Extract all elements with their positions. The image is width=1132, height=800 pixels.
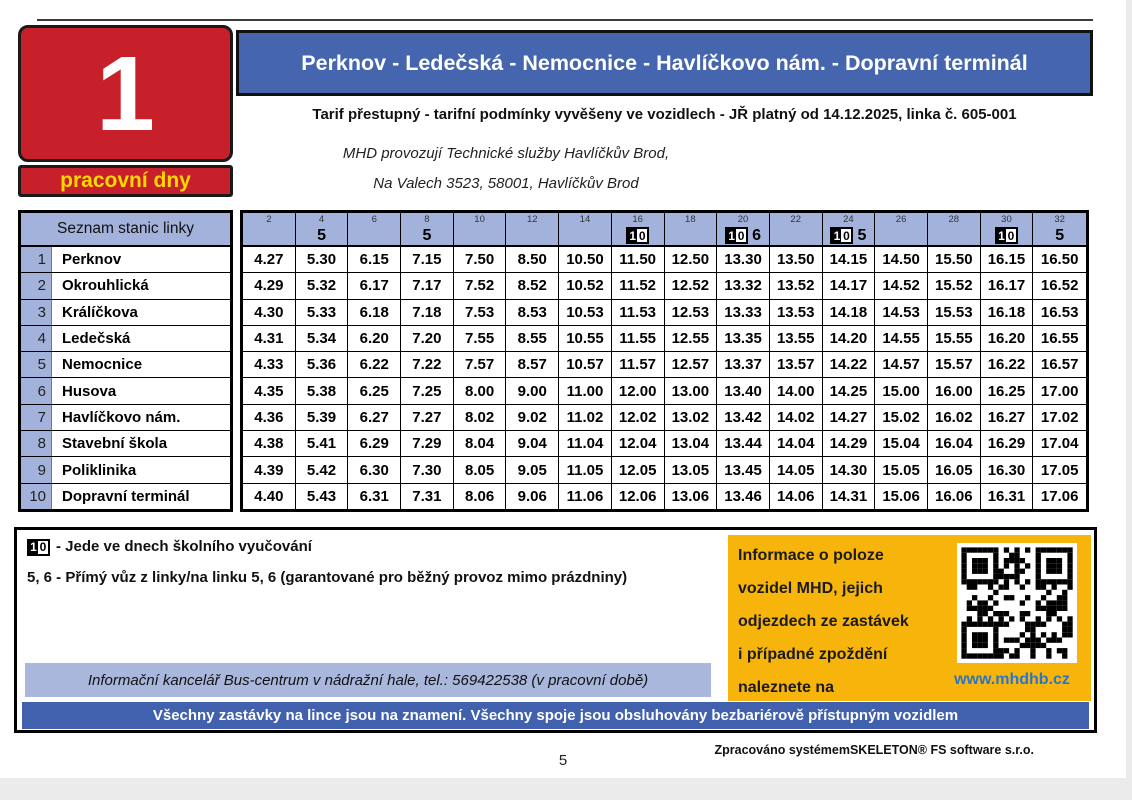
departure-time-cell: 16.53: [1040, 303, 1079, 321]
trip-label: [981, 226, 1034, 245]
departure-time-cell: 6.22: [348, 352, 401, 377]
departure-time-cell: 11.52: [612, 273, 665, 298]
info-office-bar: Informační kancelář Bus-centrum v nádražní hale, tel.: 569422538 (v pracovní době): [25, 663, 711, 697]
departure-time-cell: 13.40: [717, 378, 770, 403]
departure-time-cell: 8.55: [506, 326, 559, 351]
departure-row: [243, 456, 1086, 482]
top-border-line: [37, 19, 1093, 21]
departure-row: [243, 272, 1086, 298]
connection-line-number: 5: [857, 226, 867, 244]
legend-box: [14, 527, 1097, 733]
departure-time-cell: 14.18: [823, 300, 876, 325]
day-type-badge: [18, 165, 233, 197]
departure-time-cell: 6.30: [348, 457, 401, 482]
departure-time-cell: 11.53: [612, 300, 665, 325]
station-number: 3: [21, 300, 51, 325]
station-rows: [21, 247, 230, 509]
departure-time-cell: 14.15: [823, 247, 876, 272]
trip-label: [243, 226, 296, 245]
departure-time-cell: 7.15: [401, 247, 454, 272]
departure-time-cell: 7.17: [401, 273, 454, 298]
departure-time-cell: 15.52: [928, 273, 981, 298]
operator-line2: Na Valech 3523, 58001, Havlíčkův Brod: [373, 175, 639, 192]
departure-time-cell: 11.50: [612, 247, 665, 272]
departure-time-cell: 16.25: [981, 378, 1034, 403]
trip-label-row: [243, 226, 1086, 247]
departure-time-cell: 8.02: [454, 405, 507, 430]
departure-time-cell: 4.31: [243, 326, 296, 351]
connection-line-number: 6: [752, 226, 761, 244]
trip-number-row: [243, 213, 1086, 226]
trip-label: [559, 226, 612, 245]
departure-time-cell: 15.57: [928, 352, 981, 377]
departure-time-cell: 16.00: [928, 378, 981, 403]
departure-time-cell: 7.30: [401, 457, 454, 482]
departure-time-cell: 7.25: [401, 378, 454, 403]
departure-time-cell: 4.40: [243, 484, 296, 509]
departure-time-cell: 15.55: [928, 326, 981, 351]
departure-time-cell: 13.32: [717, 273, 770, 298]
station-list-header: Seznam stanic linky: [21, 213, 230, 247]
departure-time-cell: 5.38: [296, 378, 349, 403]
departure-time-cell: 13.44: [717, 431, 770, 456]
departure-time-cell: 7.29: [401, 431, 454, 456]
station-row: [21, 272, 230, 298]
station-number: 7: [21, 405, 51, 430]
trip-number: 32: [1054, 214, 1065, 225]
departure-times-body: [243, 247, 1086, 509]
departure-time-cell: 10.52: [559, 273, 612, 298]
station-name: Okrouhlická: [51, 273, 230, 298]
connection-line-number: 5: [1055, 226, 1065, 244]
operator-info: [256, 139, 756, 199]
departure-time-cell: 14.22: [823, 352, 876, 377]
departure-time-cell: 9.00: [506, 378, 559, 403]
departure-row: [243, 299, 1086, 325]
departure-time-cell: 16.30: [981, 457, 1034, 482]
departure-time-cell: 12.04: [612, 431, 665, 456]
school-days-icon: 1 0: [725, 227, 748, 244]
departure-time-cell: 14.00: [770, 378, 823, 403]
departure-time-cell: 16.06: [928, 484, 981, 509]
trip-label: [875, 226, 928, 245]
day-type-label: pracovní dny: [60, 169, 191, 192]
trip-label: [348, 226, 401, 245]
trip-label: [454, 226, 507, 245]
station-row: [21, 483, 230, 509]
departure-time-cell: 6.18: [348, 300, 401, 325]
departure-time-cell: 13.45: [717, 457, 770, 482]
trip-number: 20: [717, 213, 770, 226]
departure-time-cell: 5.36: [296, 352, 349, 377]
departure-time-cell: 5.33: [296, 300, 349, 325]
departure-time-cell: 8.53: [506, 300, 559, 325]
departure-time-cell: 13.57: [770, 352, 823, 377]
station-number: 1: [21, 247, 51, 272]
trip-number: 2: [243, 213, 296, 226]
departure-time-cell: 13.30: [717, 247, 770, 272]
departure-time-cell: 13.00: [665, 378, 718, 403]
departure-time-cell: 6.15: [348, 247, 401, 272]
station-name: Stavební škola: [51, 431, 230, 456]
departure-time-cell: 7.20: [401, 326, 454, 351]
departure-time-cell: 7.50: [454, 247, 507, 272]
departure-time-cell: 4.36: [243, 405, 296, 430]
departure-time-cell: 13.52: [770, 273, 823, 298]
trip-label: [296, 226, 349, 245]
departure-time-cell: 14.27: [823, 405, 876, 430]
departure-time-cell: 12.05: [612, 457, 665, 482]
departure-time-cell: 5.41: [296, 431, 349, 456]
departure-time-cell: 4.27: [243, 247, 296, 272]
departure-time-cell: 12.02: [612, 405, 665, 430]
departure-time-cell: 16.20: [981, 326, 1034, 351]
station-row: [21, 299, 230, 325]
departure-time-cell: 16.18: [981, 300, 1034, 325]
legend-direct-car-line: 5, 6 - Přímý vůz z linky/na linku 5, 6 (garantované pro běžný provoz mimo prázdniny): [27, 569, 628, 586]
departure-time-cell: 16.29: [981, 431, 1034, 456]
departure-time-cell: 8.05: [454, 457, 507, 482]
departure-time-cell: 8.06: [454, 484, 507, 509]
connection-line-number: 5: [317, 226, 326, 244]
station-name: Dopravní terminál: [51, 484, 230, 509]
departure-time-cell: 5.39: [296, 405, 349, 430]
school-days-icon: 1 0: [27, 539, 50, 556]
departure-time-cell: 4.29: [243, 273, 296, 298]
departure-time-cell: 10.50: [559, 247, 612, 272]
departure-time-cell: 11.55: [612, 326, 665, 351]
departure-time-cell: 4.30: [243, 300, 296, 325]
departure-time-cell: 6.25: [348, 378, 401, 403]
departure-time-cell: 11.06: [559, 484, 612, 509]
page-number: 5: [558, 752, 568, 769]
vehicle-info-text: [738, 539, 909, 704]
departure-time-cell: 14.04: [770, 431, 823, 456]
station-number: 9: [21, 457, 51, 482]
departure-time-cell: 14.20: [823, 326, 876, 351]
departure-time-cell: 7.27: [401, 405, 454, 430]
trip-number: 10: [454, 213, 507, 226]
departure-time-cell: 13.42: [717, 405, 770, 430]
station-number: 4: [21, 326, 51, 351]
departure-time-cell: 14.31: [823, 484, 876, 509]
departure-row: [243, 377, 1086, 403]
departure-time-cell: 17.02: [1040, 408, 1079, 426]
station-number: 8: [21, 431, 51, 456]
departure-time-cell: 12.53: [665, 300, 718, 325]
departure-time-cell: 7.57: [454, 352, 507, 377]
departure-time-cell: 14.02: [770, 405, 823, 430]
trip-number: 16: [612, 213, 665, 226]
departure-time-cell: 4.35: [243, 378, 296, 403]
departure-time-cell: 12.55: [665, 326, 718, 351]
info-box-line: odjezdech ze zastávek: [738, 613, 909, 630]
station-row: [21, 377, 230, 403]
school-days-icon: 1 0: [830, 227, 853, 244]
tariff-line: Tarif přestupný - tarifní podmínky vyvěšeny ve vozidlech - JŘ platný od 14.12.2025, linka č. 605-001: [312, 106, 1017, 123]
station-name: Poliklinika: [51, 457, 230, 482]
departure-time-cell: 8.04: [454, 431, 507, 456]
departure-time-cell: 12.00: [612, 378, 665, 403]
departure-time-cell: 4.38: [243, 431, 296, 456]
departure-time-cell: 9.06: [506, 484, 559, 509]
station-name: Ledečská: [51, 326, 230, 351]
trip-number: 8: [401, 213, 454, 226]
departure-time-cell: 9.02: [506, 405, 559, 430]
trip-number: 4: [296, 213, 349, 226]
departure-time-cell: 17.06: [1040, 487, 1079, 505]
trip-label: [1033, 226, 1086, 245]
departure-time-cell: 13.53: [770, 300, 823, 325]
departure-time-cell: 8.00: [454, 378, 507, 403]
trip-number: 6: [348, 213, 401, 226]
station-name: Perknov: [51, 247, 230, 272]
departure-time-cell: 14.30: [823, 457, 876, 482]
website-link[interactable]: www.mhdhb.cz: [954, 671, 1070, 688]
departure-time-cell: 11.05: [559, 457, 612, 482]
station-number: 2: [21, 273, 51, 298]
station-name: Králíčkova: [51, 300, 230, 325]
departure-time-cell: 13.46: [717, 484, 770, 509]
departure-time-cell: 14.06: [770, 484, 823, 509]
station-name: Nemocnice: [51, 352, 230, 377]
trip-number: 28: [928, 213, 981, 226]
departure-time-cell: 13.35: [717, 326, 770, 351]
line-number-badge: [18, 25, 233, 162]
info-box-line: naleznete na: [738, 679, 835, 696]
departure-time-cell: 13.06: [665, 484, 718, 509]
departure-time-cell: 16.52: [1040, 277, 1079, 295]
departure-time-cell: 14.52: [875, 273, 928, 298]
departure-time-cell: 12.06: [612, 484, 665, 509]
departure-time-cell: 14.55: [875, 326, 928, 351]
trip-label: [717, 226, 770, 245]
departure-time-cell: 8.52: [506, 273, 559, 298]
trip-label: [928, 226, 981, 245]
departure-time-cell: 13.55: [770, 326, 823, 351]
departure-time-cell: 14.29: [823, 431, 876, 456]
departure-time-cell: 17.00: [1040, 382, 1079, 400]
departure-time-cell: 6.29: [348, 431, 401, 456]
trip-number: 18: [665, 213, 718, 226]
trip-label: [770, 226, 823, 245]
station-row: [21, 404, 230, 430]
school-days-icon: 1 0: [626, 227, 649, 244]
departure-time-cell: 15.00: [875, 378, 928, 403]
departure-time-cell: 6.31: [348, 484, 401, 509]
departure-time-cell: 7.18: [401, 300, 454, 325]
operator-line1: MHD provozují Technické služby Havlíčkův Brod,: [342, 145, 670, 162]
departure-time-cell: 16.50: [1040, 251, 1079, 269]
departure-time-cell: 13.05: [665, 457, 718, 482]
departure-time-cell: 16.22: [981, 352, 1034, 377]
trip-label: [401, 226, 454, 245]
departure-row: [243, 325, 1086, 351]
departure-row: [243, 483, 1086, 509]
trip-label: [665, 226, 718, 245]
station-number: 10: [21, 484, 51, 509]
departure-time-cell: 10.57: [559, 352, 612, 377]
station-name: Husova: [51, 378, 230, 403]
departure-time-cell: 11.04: [559, 431, 612, 456]
departure-time-cell: 11.00: [559, 378, 612, 403]
route-title: Perknov - Ledečská - Nemocnice - Havlíčkovo nám. - Dopravní terminál: [236, 30, 1093, 96]
station-name: Havlíčkovo nám.: [51, 405, 230, 430]
departure-time-cell: 8.57: [506, 352, 559, 377]
connection-line-number: 5: [422, 226, 432, 244]
departure-time-cell: 16.04: [928, 431, 981, 456]
departure-time-cell: 13.37: [717, 352, 770, 377]
departure-time-cell: 6.17: [348, 273, 401, 298]
legend-school-text: - Jede ve dnech školního vyučování: [56, 538, 312, 556]
school-days-icon: 1 0: [995, 227, 1018, 244]
departure-time-cell: 16.57: [1040, 356, 1079, 374]
departure-time-cell: 7.52: [454, 273, 507, 298]
departure-time-cell: 9.05: [506, 457, 559, 482]
trip-number: 26: [875, 213, 928, 226]
departure-time-cell: 15.04: [875, 431, 928, 456]
departure-table: [240, 210, 1089, 512]
trip-number: 30: [981, 213, 1034, 226]
departure-time-cell: 6.20: [348, 326, 401, 351]
trip-number: 22: [770, 213, 823, 226]
departure-time-cell: 13.04: [665, 431, 718, 456]
station-row: [21, 325, 230, 351]
departure-time-cell: 7.31: [401, 484, 454, 509]
info-box-line: Informace o poloze: [738, 547, 884, 564]
departure-time-cell: 14.05: [770, 457, 823, 482]
departure-time-cell: 5.42: [296, 457, 349, 482]
departure-row: [243, 351, 1086, 377]
accessibility-notice-bar: Všechny zastávky na lince jsou na znamení. Všechny spoje jsou obsluhovány bezbariérově přístupným vozidlem: [22, 702, 1089, 729]
trip-number: 14: [559, 213, 612, 226]
departure-time-cell: 13.50: [770, 247, 823, 272]
departure-time-cell: 13.02: [665, 405, 718, 430]
departure-time-cell: 7.55: [454, 326, 507, 351]
departure-time-cell: 14.25: [823, 378, 876, 403]
departure-time-cell: 13.33: [717, 300, 770, 325]
departure-time-cell: 10.55: [559, 326, 612, 351]
departure-row: [243, 430, 1086, 456]
trip-label: [506, 226, 559, 245]
trip-number: 24: [823, 213, 876, 226]
departure-time-cell: 5.34: [296, 326, 349, 351]
departure-time-cell: 14.57: [875, 352, 928, 377]
trip-label: [612, 226, 665, 245]
departure-row: [243, 247, 1086, 272]
departure-time-cell: 4.33: [243, 352, 296, 377]
departure-time-cell: 12.50: [665, 247, 718, 272]
station-row: [21, 247, 230, 272]
footer-credit: Zpracováno systémemSKELETON® FS software s.r.o.: [714, 743, 1034, 757]
departure-time-cell: 14.17: [823, 273, 876, 298]
info-box-line: vozidel MHD, jejich: [738, 580, 883, 597]
departure-time-cell: 8.50: [506, 247, 559, 272]
departure-time-cell: 16.15: [981, 247, 1034, 272]
departure-time-cell: 6.27: [348, 405, 401, 430]
departure-time-cell: 16.31: [981, 484, 1034, 509]
departure-time-cell: 5.32: [296, 273, 349, 298]
departure-time-cell: 16.02: [928, 405, 981, 430]
departure-time-cell: 15.53: [928, 300, 981, 325]
legend-school-line: [27, 538, 312, 556]
departure-time-cell: 14.50: [875, 247, 928, 272]
station-row: [21, 456, 230, 482]
qr-code: [957, 543, 1077, 663]
departure-time-cell: 15.02: [875, 405, 928, 430]
departure-time-cell: 15.06: [875, 484, 928, 509]
station-list-table: [18, 210, 233, 512]
departure-time-cell: 17.04: [1040, 435, 1079, 453]
departure-row: [243, 404, 1086, 430]
departure-time-cell: 15.50: [928, 247, 981, 272]
departure-time-cell: 15.05: [875, 457, 928, 482]
departure-time-cell: 14.53: [875, 300, 928, 325]
departure-time-cell: 9.04: [506, 431, 559, 456]
station-number: 6: [21, 378, 51, 403]
departure-time-cell: 7.22: [401, 352, 454, 377]
departure-time-cell: 10.53: [559, 300, 612, 325]
departure-time-cell: 5.43: [296, 484, 349, 509]
trip-number: 12: [506, 213, 559, 226]
info-box-line: i případné zpoždění: [738, 646, 888, 663]
departure-time-cell: 12.57: [665, 352, 718, 377]
departure-time-cell: 16.55: [1040, 330, 1079, 348]
vehicle-info-box: [728, 535, 1091, 701]
departure-time-cell: 16.05: [928, 457, 981, 482]
departure-time-cell: 16.27: [981, 405, 1034, 430]
departure-time-cell: 12.52: [665, 273, 718, 298]
departure-time-cell: 16.17: [981, 273, 1034, 298]
departure-time-cell: 17.05: [1040, 461, 1079, 479]
departure-time-cell: 11.57: [612, 352, 665, 377]
line-number: 1: [96, 34, 155, 153]
station-row: [21, 430, 230, 456]
departure-time-cell: 7.53: [454, 300, 507, 325]
trip-label: [823, 226, 876, 245]
departure-time-cell: 4.39: [243, 457, 296, 482]
station-number: 5: [21, 352, 51, 377]
departure-time-cell: 11.02: [559, 405, 612, 430]
departure-time-cell: 5.30: [296, 247, 349, 272]
station-row: [21, 351, 230, 377]
